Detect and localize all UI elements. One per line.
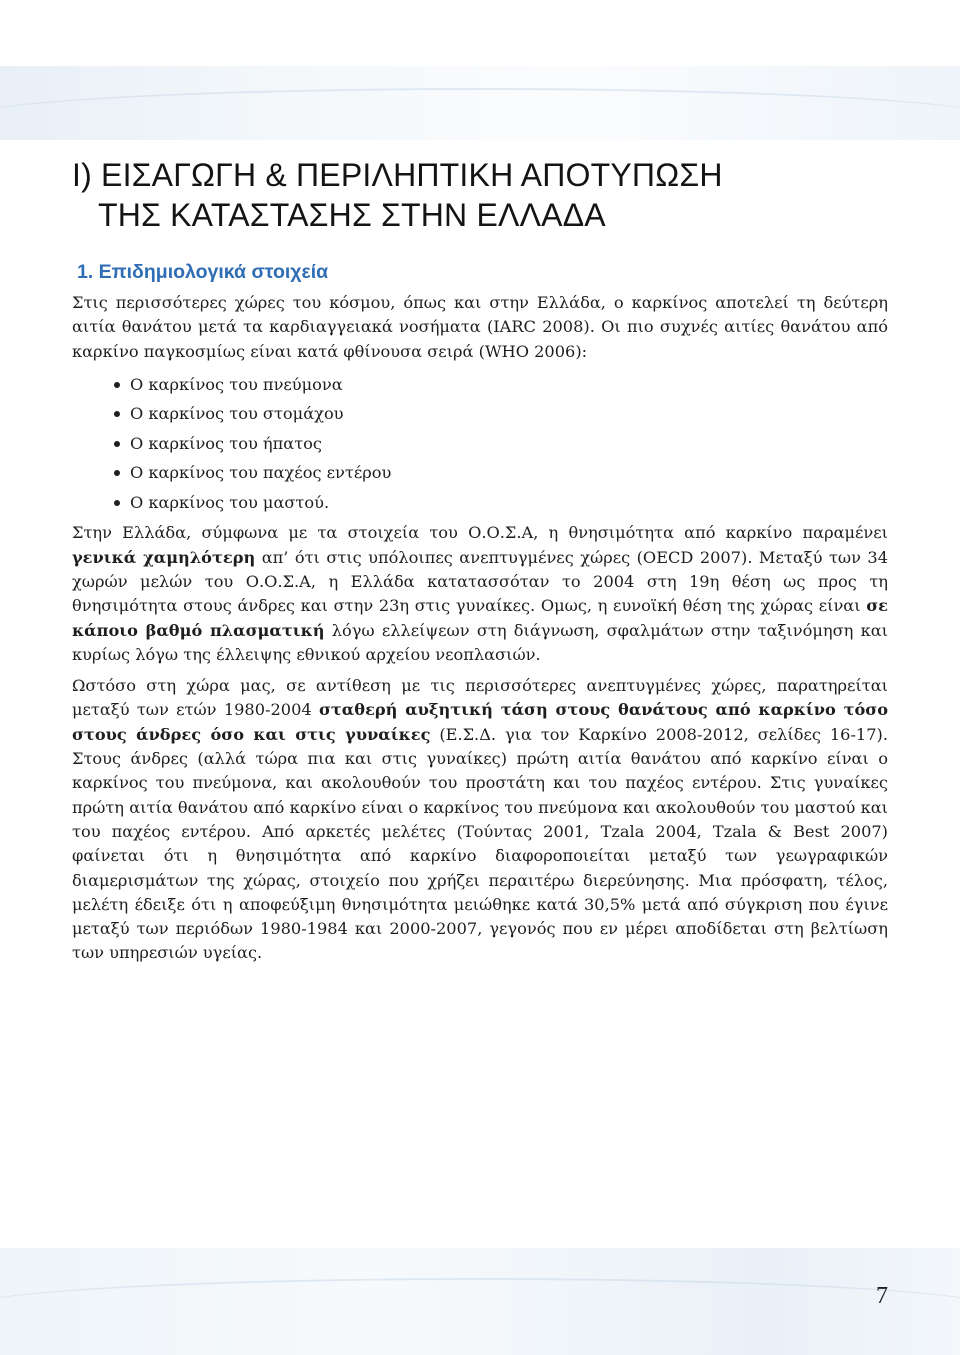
greece-mortality-paragraph [72,521,888,667]
chapter-heading-line-1: I) ΕΙΣΑΓΩΓΗ & ΠΕΡΙΛΗΠΤΙΚΗ ΑΠΟΤΥΠΩΣΗ [72,157,723,193]
paragraph-text: (Ε.Σ.Δ. για τον Καρκίνο 2008-2012, σελίδες 16-17). Στους άνδρες (αλλά τώρα πια και στις γυναίκες) πρώτη αιτία θανάτου από καρκίνο είναι ο καρκίνος του πνεύμονα, και ακολουθούν του προστάτη και του παχέος εντέρου. Στις γυναίκες πρώτη αιτία θανάτου από καρκίνο είναι ο καρκίνος του πνεύμονα και ακολουθούν του μαστού και του παχέος εντέρου. Από αρκετές μελέτες (Τούντας 2001, Tzala 2004, Tzala & Best 2007) φαίνεται ότι η θνησιμότητα από καρκίνο διαφοροποιείται μεταξύ των γεωγραφικών διαμερισμάτων της χώρας, στοιχείο που χρήζει περαιτέρω διερεύνησης. Μια πρόσφατη, τέλος, μελέτη έδειξε ότι η αποφεύξιμη θνησιμότητα μειώθηκε κατά 30,5% μετά από σύγκριση που έγινε μεταξύ των περιόδων 1980-1984 και 2000-2007, γεγονός που εν μέρει αποδίδεται στη βελτίωση των υπηρεσιών υγείας. [72,724,888,963]
list-item: Ο καρκίνος του παχέος εντέρου [72,458,888,488]
chapter-heading-line-2: ΤΗΣ ΚΑΤΑΣΤΑΣΗΣ ΣΤΗΝ ΕΛΛΑΔΑ [98,197,606,233]
list-item: Ο καρκίνος του στομάχου [72,399,888,429]
list-item: Ο καρκίνος του μαστού. [72,488,888,518]
paragraph-text: Ωστόσο στη χώρα μας, σε αντίθεση με τις περισσότερες ανεπτυγμένες χώρες, παρατηρείται μεταξύ των ετών 1980-2004 [72,676,888,720]
intro-paragraph: Στις περισσότερες χώρες του κόσμου, όπως και στην Ελλάδα, ο καρκίνος αποτελεί τη δεύτερη αιτία θανάτου μετά τα καρδιαγγειακά νοσήματα (IARC 2008). Οι πιο συχνές αιτίες θανάτου από καρκίνο παγκοσμίως είναι κατά φθίνουσα σειρά (WHO 2006): [72,293,888,361]
emphasis-text: γενικά χαμηλότερη [72,547,256,567]
causes-list [72,370,888,518]
paragraph-text: απ’ ότι στις υπόλοιπες ανεπτυγμένες χώρες (OECD 2007). Μεταξύ των 34 χωρών μελών του Ο.Ο.Σ.Α, η Ελλάδα κατατασσόταν το 2004 στη 19η θέση ως προς τη θνησιμότητα στους άνδρες και στην 23η στις γυναίκες. Ομως, η ευνοϊκή θέση της χώρας είναι [72,547,888,616]
emphasis-text: σταθερή αυξητική τάση στους θανάτους από καρκίνο τόσο στους άνδρες όσο και στις γυναίκες [72,700,888,744]
trend-paragraph [72,674,888,966]
top-decorative-band [0,66,960,140]
list-item: Ο καρκίνος του πνεύμονα [72,370,888,400]
chapter-heading [72,155,888,235]
paragraph-text: Στην Ελλάδα, σύμφωνα με τα στοιχεία του Ο.Ο.Σ.Α, η θνησιμότητα από καρκίνο παραμένει [72,523,888,543]
emphasis-text: σε κάποιο βαθμό πλασματική [72,596,888,640]
paragraph-text: λόγω ελλείψεων στη διάγνωση, σφαλμάτων στην ταξινόμηση και κυρίως λόγω της έλλειψης εθνικού αρχείου νεοπλασιών. [72,620,888,664]
bottom-decorative-band [0,1248,960,1355]
bottom-wave-line [0,1278,960,1340]
section-title: 1. Επιδημιολογικά στοιχεία [77,261,329,283]
top-wave-line [0,88,960,150]
page-number: 7 [876,1283,888,1309]
page-content [72,155,888,966]
list-item: Ο καρκίνος του ήπατος [72,429,888,459]
